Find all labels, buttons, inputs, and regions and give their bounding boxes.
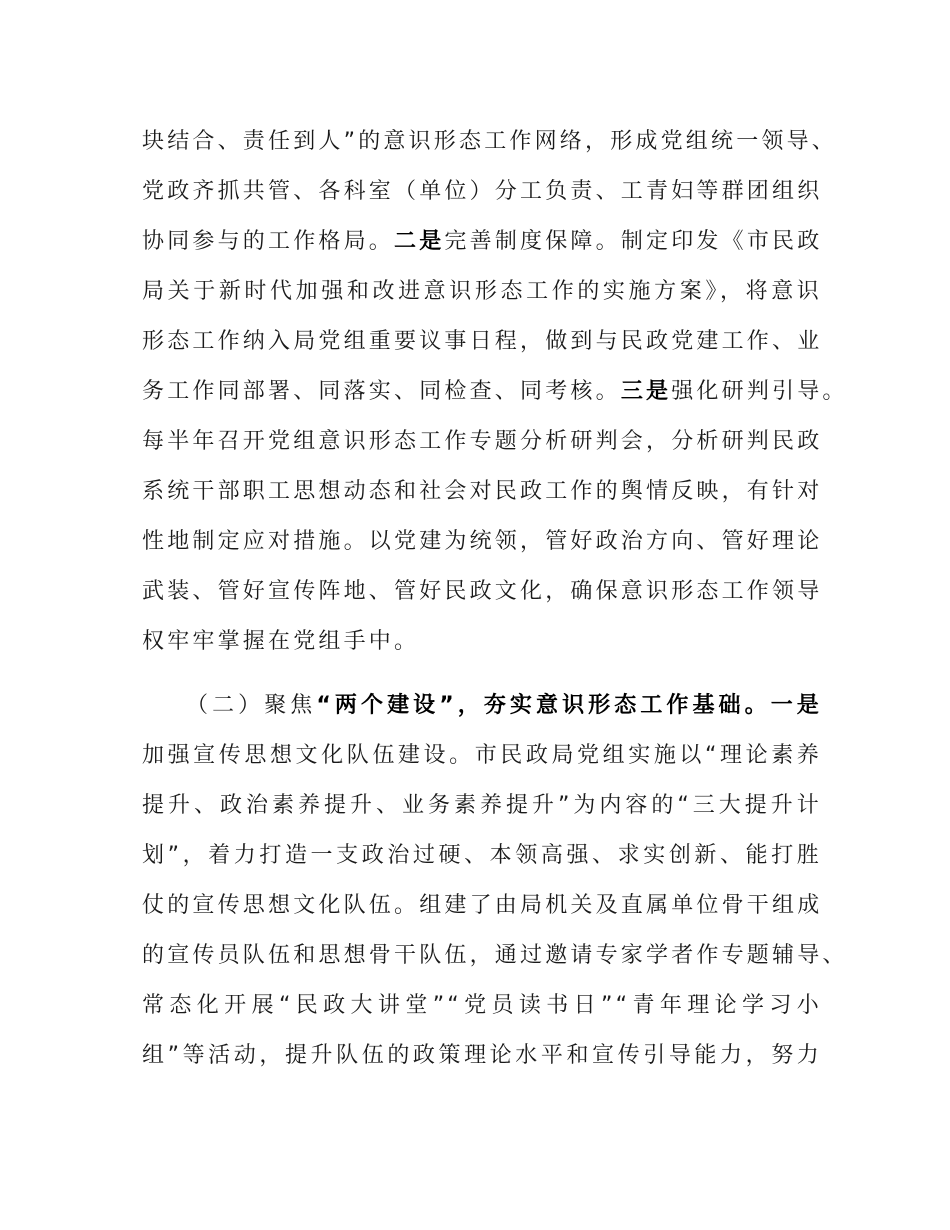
paragraph-line [142, 622, 822, 662]
paragraph-line [142, 786, 822, 826]
paragraph-line [142, 736, 822, 776]
section-heading-line [186, 686, 822, 726]
paragraph-line [142, 472, 822, 512]
text-run: 武装、管好宣传阵地、管好民政文化，确保意识形态工作领导 [142, 579, 823, 604]
paragraph-line [142, 936, 848, 976]
paragraph-line [142, 322, 822, 362]
text-run: 加强宣传思想文化队伍建设。市民政局党组实施以“理论素养 [142, 743, 822, 768]
text-run: 强化研判引导。 [671, 379, 848, 404]
text-run: （二）聚焦 [186, 693, 317, 718]
paragraph-line [142, 836, 822, 876]
paragraph-line [142, 372, 848, 412]
text-run: 完善制度保障。制定印发《市民政 [444, 229, 823, 254]
bold-text-run: 三是 [620, 379, 672, 404]
text-run: 系统干部职工思想动态和社会对民政工作的舆情反映，有针对 [142, 479, 823, 504]
text-run: 务工作同部署、同落实、同检查、同考核。 [142, 379, 621, 404]
text-run: 形态工作纳入局党组重要议事日程，做到与民政党建工作、业 [142, 329, 823, 354]
paragraph-line [142, 522, 822, 562]
paragraph-line [142, 986, 822, 1026]
paragraph-line [142, 222, 822, 262]
text-run: 组”等活动，提升队伍的政策理论水平和宣传引导能力，努力 [142, 1043, 822, 1068]
text-run: 提升、政治素养提升、业务素养提升”为内容的“三大提升计 [142, 793, 822, 818]
paragraph-line [142, 572, 822, 612]
text-run: 的宣传员队伍和思想骨干队伍，通过邀请专家学者作专题辅导、 [142, 943, 848, 968]
text-run: 块结合、责任到人”的意识形态工作网络，形成党组统一领导、 [142, 129, 837, 154]
text-run: 权牢牢掌握在党组手中。 [142, 629, 420, 654]
text-run: 仗的宣传思想文化队伍。组建了由局机关及直属单位骨干组成 [142, 893, 823, 918]
paragraph-line [142, 122, 837, 162]
text-run: 党政齐抓共管、各科室（单位）分工负责、工青妇等群团组织 [142, 179, 823, 204]
bold-text-run: 二是 [394, 229, 445, 254]
text-run: 常态化开展“民政大讲堂”“党员读书日”“青年理论学习小 [142, 993, 822, 1018]
paragraph-line [142, 422, 822, 462]
text-run: 性地制定应对措施。以党建为统领，管好政治方向、管好理论 [142, 529, 823, 554]
text-run: 每半年召开党组意识形态工作专题分析研判会，分析研判民政 [142, 429, 823, 454]
paragraph-line [142, 172, 822, 212]
paragraph-line [142, 1036, 822, 1076]
paragraph-line [142, 272, 822, 312]
text-run: 划”，着力打造一支政治过硬、本领高强、求实创新、能打胜 [142, 843, 822, 868]
text-run: 局关于新时代加强和改进意识形态工作的实施方案》，将意识 [142, 279, 822, 304]
bold-text-run: “两个建设”，夯实意识形态工作基础。一是 [316, 693, 822, 718]
paragraph-line [142, 886, 822, 926]
text-run: 协同参与的工作格局。 [142, 229, 395, 254]
